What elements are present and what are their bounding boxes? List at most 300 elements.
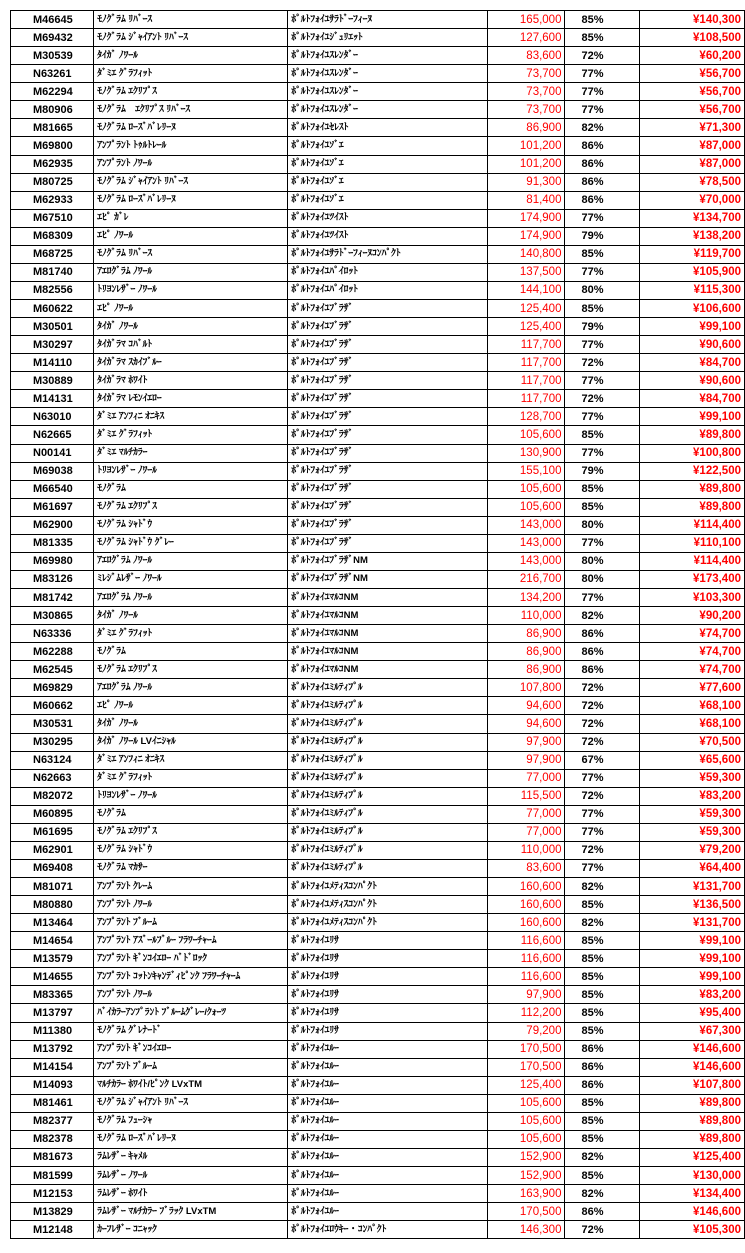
rate-cell: 72% [565,697,640,715]
model-name-cell: ﾎﾟﾙﾄﾌｫｲﾕｻﾗﾄﾞｰﾌｨｰﾇｺﾝﾊﾟｸﾄ [288,245,487,263]
color-name-cell: ﾓﾉｸﾞﾗﾑ [94,480,288,498]
list-price-cell: 117,700 [487,336,565,354]
list-price-cell: 79,200 [487,1022,565,1040]
color-name-cell: ﾀｲｶﾞﾗﾏ ﾚﾓﾝｲｴﾛｰ [94,390,288,408]
rate-cell: 77% [565,444,640,462]
list-price-cell: 105,600 [487,426,565,444]
list-price-cell: 86,900 [487,643,565,661]
purchase-price-cell: ¥89,800 [640,1112,745,1130]
rate-cell: 77% [565,823,640,841]
rate-cell: 77% [565,769,640,787]
color-name-cell: ﾀｲｶﾞﾗﾏ ｽｶｲﾌﾞﾙｰ [94,354,288,372]
rate-cell: 79% [565,318,640,336]
purchase-price-cell: ¥125,400 [640,1148,745,1166]
rate-cell: 85% [565,896,640,914]
model-name-cell: ﾎﾟﾙﾄﾌｫｲﾕｿﾞｴ [288,137,487,155]
table-row [11,444,745,462]
product-code-cell: M14654 [11,932,94,950]
product-code-cell: M81673 [11,1148,94,1166]
purchase-price-cell: ¥74,700 [640,661,745,679]
table-row [11,715,745,733]
purchase-price-cell: ¥77,600 [640,679,745,697]
purchase-price-cell: ¥146,600 [640,1058,745,1076]
list-price-cell: 73,700 [487,101,565,119]
product-code-cell: M82377 [11,1112,94,1130]
purchase-price-cell: ¥65,600 [640,751,745,769]
table-body [11,11,745,1239]
color-name-cell: ﾀｲｶﾞ ﾉﾜｰﾙ [94,715,288,733]
list-price-cell: 130,900 [487,444,565,462]
list-price-cell: 83,600 [487,859,565,877]
product-code-cell: M69408 [11,859,94,877]
rate-cell: 82% [565,878,640,896]
product-code-cell: M83365 [11,986,94,1004]
list-price-cell: 116,600 [487,950,565,968]
model-name-cell: ﾎﾟﾙﾄﾌｫｲﾕﾌﾞﾗｻﾞ [288,516,487,534]
purchase-price-cell: ¥56,700 [640,83,745,101]
model-name-cell: ﾎﾟﾙﾄﾌｫｲﾕﾏﾙｺNM [288,643,487,661]
list-price-cell: 127,600 [487,29,565,47]
product-code-cell: M69829 [11,679,94,697]
list-price-cell: 152,900 [487,1167,565,1185]
rate-cell: 82% [565,1185,640,1203]
rate-cell: 77% [565,209,640,227]
model-name-cell: ﾎﾟﾙﾄﾌｫｲﾕﾘｻ [288,968,487,986]
purchase-price-cell: ¥83,200 [640,986,745,1004]
list-price-cell: 107,800 [487,679,565,697]
purchase-price-cell: ¥95,400 [640,1004,745,1022]
model-name-cell: ﾎﾟﾙﾄﾌｫｲﾕﾂｲｽﾄ [288,227,487,245]
product-code-cell: M66540 [11,480,94,498]
rate-cell: 72% [565,1221,640,1239]
table-row [11,534,745,552]
color-name-cell: ﾓﾉｸﾞﾗﾑ ｼｬﾄﾞｳ [94,841,288,859]
rate-cell: 86% [565,661,640,679]
list-price-cell: 134,200 [487,589,565,607]
rate-cell: 86% [565,173,640,191]
purchase-price-cell: ¥130,000 [640,1167,745,1185]
table-row [11,859,745,877]
rate-cell: 85% [565,986,640,1004]
list-price-cell: 105,600 [487,480,565,498]
list-price-cell: 125,400 [487,300,565,318]
list-price-cell: 163,900 [487,1185,565,1203]
table-row [11,552,745,570]
list-price-cell: 143,000 [487,534,565,552]
table-row [11,1185,745,1203]
table-row [11,1058,745,1076]
table-row [11,354,745,372]
model-name-cell: ﾎﾟﾙﾄﾌｫｲﾕﾙｰ [288,1094,487,1112]
color-name-cell: ｱｴﾛｸﾞﾗﾑ ﾉﾜｰﾙ [94,589,288,607]
purchase-price-cell: ¥60,200 [640,47,745,65]
purchase-price-cell: ¥146,600 [640,1040,745,1058]
product-code-cell: N62663 [11,769,94,787]
table-row [11,1148,745,1166]
model-name-cell: ﾎﾟﾙﾄﾌｫｲﾕﾙｰ [288,1040,487,1058]
rate-cell: 72% [565,715,640,733]
model-name-cell: ﾎﾟﾙﾄﾌｫｲﾕﾐﾙﾃｨﾌﾟﾙ [288,697,487,715]
list-price-cell: 143,000 [487,552,565,570]
color-name-cell: ﾀﾞﾐｴ ｱﾝﾌｨﾆ ｵﾆｷｽ [94,751,288,769]
table-row [11,1221,745,1239]
rate-cell: 77% [565,101,640,119]
color-name-cell: ﾗﾑﾚｻﾞｰ ﾎﾜｲﾄ [94,1185,288,1203]
table-row [11,805,745,823]
product-code-cell: M69980 [11,552,94,570]
list-price-cell: 117,700 [487,372,565,390]
purchase-price-cell: ¥136,500 [640,896,745,914]
product-code-cell: N63336 [11,625,94,643]
purchase-price-cell: ¥59,300 [640,823,745,841]
purchase-price-cell: ¥114,400 [640,516,745,534]
rate-cell: 85% [565,1130,640,1148]
color-name-cell: ﾓﾉｸﾞﾗﾑ ｴｸﾘﾌﾟｽ ﾘﾊﾞｰｽ [94,101,288,119]
purchase-price-cell: ¥100,800 [640,444,745,462]
purchase-price-cell: ¥79,200 [640,841,745,859]
model-name-cell: ﾎﾟﾙﾄﾌｫｲﾕｽﾚﾝﾀﾞｰ [288,83,487,101]
rate-cell: 85% [565,1004,640,1022]
table-row [11,462,745,480]
purchase-price-cell: ¥56,700 [640,101,745,119]
rate-cell: 85% [565,1112,640,1130]
table-row [11,986,745,1004]
product-code-cell: N62665 [11,426,94,444]
model-name-cell: ﾎﾟﾙﾄﾌｫｲﾕﾐﾙﾃｨﾌﾟﾙ [288,751,487,769]
model-name-cell: ﾎﾟﾙﾄﾌｫｲﾕﾏﾙｺNM [288,625,487,643]
rate-cell: 82% [565,914,640,932]
purchase-price-cell: ¥99,100 [640,932,745,950]
table-row [11,318,745,336]
purchase-price-cell: ¥90,600 [640,372,745,390]
purchase-price-cell: ¥122,500 [640,462,745,480]
model-name-cell: ﾎﾟﾙﾄﾌｫｲﾕﾏﾙｺNM [288,589,487,607]
product-code-cell: M62294 [11,83,94,101]
model-name-cell: ﾎﾟﾙﾄﾌｫｲﾕﾐﾙﾃｨﾌﾟﾙ [288,787,487,805]
product-code-cell: M62545 [11,661,94,679]
table-row [11,263,745,281]
table-row [11,643,745,661]
product-code-cell: M80880 [11,896,94,914]
model-name-cell: ﾎﾟﾙﾄﾌｫｲﾕﾌﾞﾗｻﾞ [288,480,487,498]
rate-cell: 82% [565,119,640,137]
rate-cell: 67% [565,751,640,769]
model-name-cell: ﾎﾟﾙﾄﾌｫｲﾕｻﾗﾄﾞｰﾌｨｰﾇ [288,11,487,29]
rate-cell: 85% [565,245,640,263]
list-price-cell: 174,900 [487,209,565,227]
purchase-price-cell: ¥131,700 [640,878,745,896]
purchase-price-cell: ¥59,300 [640,805,745,823]
table-row [11,697,745,715]
model-name-cell: ﾎﾟﾙﾄﾌｫｲﾕﾐﾙﾃｨﾌﾟﾙ [288,769,487,787]
table-row [11,661,745,679]
purchase-price-cell: ¥56,700 [640,65,745,83]
list-price-cell: 152,900 [487,1148,565,1166]
purchase-price-cell: ¥89,800 [640,1130,745,1148]
table-row [11,1112,745,1130]
purchase-price-cell: ¥110,100 [640,534,745,552]
list-price-cell: 97,900 [487,986,565,1004]
rate-cell: 85% [565,300,640,318]
color-name-cell: ﾓﾉｸﾞﾗﾑ ｴｸﾘﾌﾟｽ [94,83,288,101]
rate-cell: 72% [565,787,640,805]
product-code-cell: M81461 [11,1094,94,1112]
table-row [11,372,745,390]
product-code-cell: M12148 [11,1221,94,1239]
rate-cell: 79% [565,462,640,480]
color-name-cell: ｱﾝﾌﾟﾗﾝﾄ ｷﾞﾝｺｲｴﾛｰ ﾊﾞﾄﾞﾛｯｸ [94,950,288,968]
purchase-price-cell: ¥99,100 [640,950,745,968]
model-name-cell: ﾎﾟﾙﾄﾌｫｲﾕﾌﾞﾗｻﾞ [288,336,487,354]
product-code-cell: M62933 [11,191,94,209]
list-price-cell: 143,000 [487,516,565,534]
product-code-cell: M14131 [11,390,94,408]
rate-cell: 86% [565,1040,640,1058]
color-name-cell: ﾀﾞﾐｴ ﾏﾙﾁｶﾗｰ [94,444,288,462]
color-name-cell: ﾏﾙﾁｶﾗｰ ﾎﾜｲﾄ/ﾋﾟﾝｸ LVxTM [94,1076,288,1094]
purchase-price-cell: ¥70,000 [640,191,745,209]
color-name-cell: ｴﾋﾟ ﾉﾜｰﾙ [94,227,288,245]
table-row [11,841,745,859]
color-name-cell: ﾊﾞｲｶﾗｰｱﾝﾌﾟﾗﾝﾄ ﾌﾞﾙｰﾑｸﾞﾚｰ/ｸｫｰﾂ [94,1004,288,1022]
model-name-cell: ﾎﾟﾙﾄﾌｫｲﾕﾐﾙﾃｨﾌﾟﾙ [288,823,487,841]
color-name-cell: ﾀﾞﾐｴ ｸﾞﾗﾌｨｯﾄ [94,625,288,643]
table-row [11,498,745,516]
table-row [11,679,745,697]
list-price-cell: 86,900 [487,119,565,137]
purchase-price-cell: ¥103,300 [640,589,745,607]
product-code-cell: M14154 [11,1058,94,1076]
model-name-cell: ﾎﾟﾙﾄﾌｫｲﾕﾏﾙｺNM [288,607,487,625]
model-name-cell: ﾎﾟﾙﾄﾌｫｲﾕﾐﾙﾃｨﾌﾟﾙ [288,679,487,697]
list-price-cell: 160,600 [487,896,565,914]
model-name-cell: ﾎﾟﾙﾄﾌｫｲﾕｾﾚｽﾄ [288,119,487,137]
color-name-cell: ｴﾋﾟ ﾉﾜｰﾙ [94,300,288,318]
rate-cell: 86% [565,1203,640,1221]
color-name-cell: ﾀｲｶﾞ ﾉﾜｰﾙ [94,47,288,65]
table-row [11,878,745,896]
color-name-cell: ﾄﾘﾖﾝﾚｻﾞｰ ﾉﾜｰﾙ [94,787,288,805]
purchase-price-cell: ¥87,000 [640,155,745,173]
model-name-cell: ﾎﾟﾙﾄﾌｫｲﾕﾘｻ [288,932,487,950]
color-name-cell: ﾓﾉｸﾞﾗﾑ ｼﾞｬｲｱﾝﾄ ﾘﾊﾞｰｽ [94,29,288,47]
purchase-price-cell: ¥140,300 [640,11,745,29]
list-price-cell: 94,600 [487,697,565,715]
model-name-cell: ﾎﾟﾙﾄﾌｫｲﾕﾘｻ [288,950,487,968]
product-code-cell: M30501 [11,318,94,336]
color-name-cell: ﾗﾑﾚｻﾞｰ ﾉﾜｰﾙ [94,1167,288,1185]
rate-cell: 86% [565,625,640,643]
product-code-cell: M13797 [11,1004,94,1022]
list-price-cell: 101,200 [487,137,565,155]
table-row [11,968,745,986]
list-price-cell: 97,900 [487,733,565,751]
color-name-cell: ｱﾝﾌﾟﾗﾝﾄ ﾌﾞﾙｰﾑ [94,1058,288,1076]
color-name-cell: ﾓﾉｸﾞﾗﾑ ｴｸﾘﾌﾟｽ [94,498,288,516]
purchase-price-cell: ¥71,300 [640,119,745,137]
table-row [11,769,745,787]
list-price-cell: 115,500 [487,787,565,805]
table-row [11,83,745,101]
rate-cell: 85% [565,29,640,47]
model-name-cell: ﾎﾟﾙﾄﾌｫｲﾕﾊﾟｲﾛｯﾄ [288,263,487,281]
purchase-price-cell: ¥108,500 [640,29,745,47]
table-row [11,173,745,191]
model-name-cell: ﾎﾟﾙﾄﾌｫｲﾕﾌﾞﾗｻﾞ [288,408,487,426]
list-price-cell: 101,200 [487,155,565,173]
product-code-cell: M82072 [11,787,94,805]
table-row [11,1094,745,1112]
table-row [11,101,745,119]
table-row [11,29,745,47]
rate-cell: 72% [565,679,640,697]
product-code-cell: M82378 [11,1130,94,1148]
color-name-cell: ﾀｲｶﾞ ﾉﾜｰﾙ [94,607,288,625]
model-name-cell: ﾎﾟﾙﾄﾌｫｲﾕﾐﾙﾃｨﾌﾟﾙ [288,841,487,859]
purchase-price-cell: ¥173,400 [640,570,745,588]
purchase-price-cell: ¥83,200 [640,787,745,805]
product-code-cell: M46645 [11,11,94,29]
list-price-cell: 105,600 [487,498,565,516]
rate-cell: 77% [565,65,640,83]
rate-cell: 86% [565,155,640,173]
table-row [11,47,745,65]
product-code-cell: M81599 [11,1167,94,1185]
color-name-cell: ﾀﾞﾐｴ ｸﾞﾗﾌｨｯﾄ [94,769,288,787]
purchase-price-cell: ¥90,200 [640,607,745,625]
color-name-cell: ｶｰﾌﾚｻﾞｰ ｺﾆｬｯｸ [94,1221,288,1239]
rate-cell: 77% [565,859,640,877]
rate-cell: 85% [565,932,640,950]
purchase-price-cell: ¥146,600 [640,1203,745,1221]
product-code-cell: M80725 [11,173,94,191]
model-name-cell: ﾎﾟﾙﾄﾌｫｲﾕﾙｰ [288,1112,487,1130]
price-table [10,10,745,1239]
table-row [11,932,745,950]
table-row [11,336,745,354]
model-name-cell: ﾎﾟﾙﾄﾌｫｲﾕｿﾞｴ [288,155,487,173]
model-name-cell: ﾎﾟﾙﾄﾌｫｲﾕﾏﾙｺNM [288,661,487,679]
rate-cell: 77% [565,589,640,607]
product-code-cell: M81071 [11,878,94,896]
model-name-cell: ﾎﾟﾙﾄﾌｫｲﾕｽﾚﾝﾀﾞｰ [288,47,487,65]
product-code-cell: M61697 [11,498,94,516]
model-name-cell: ﾎﾟﾙﾄﾌｫｲﾕﾒﾃｨｽｺﾝﾊﾟｸﾄ [288,914,487,932]
rate-cell: 86% [565,191,640,209]
purchase-price-cell: ¥89,800 [640,1094,745,1112]
list-price-cell: 116,600 [487,968,565,986]
model-name-cell: ﾎﾟﾙﾄﾌｫｲﾕﾂｲｽﾄ [288,209,487,227]
purchase-price-cell: ¥105,900 [640,263,745,281]
model-name-cell: ﾎﾟﾙﾄﾌｫｲﾕﾌﾞﾗｻﾞ [288,354,487,372]
table-row [11,516,745,534]
product-code-cell: N63010 [11,408,94,426]
table-row [11,1022,745,1040]
list-price-cell: 86,900 [487,625,565,643]
purchase-price-cell: ¥138,200 [640,227,745,245]
rate-cell: 85% [565,1022,640,1040]
rate-cell: 72% [565,354,640,372]
purchase-price-cell: ¥106,600 [640,300,745,318]
model-name-cell: ﾎﾟﾙﾄﾌｫｲﾕﾙｰ [288,1185,487,1203]
color-name-cell: ﾓﾉｸﾞﾗﾑ ｼﾞｬｲｱﾝﾄ ﾘﾊﾞｰｽ [94,1094,288,1112]
purchase-price-cell: ¥89,800 [640,480,745,498]
purchase-price-cell: ¥87,000 [640,137,745,155]
list-price-cell: 160,600 [487,914,565,932]
color-name-cell: ﾀｲｶﾞ ﾉﾜｰﾙ LVｲﾆｼｬﾙ [94,733,288,751]
rate-cell: 85% [565,1167,640,1185]
rate-cell: 85% [565,11,640,29]
product-code-cell: N00141 [11,444,94,462]
color-name-cell: ﾓﾉｸﾞﾗﾑ [94,643,288,661]
color-name-cell: ﾐﾚｼﾞﾑﾚｻﾞｰ ﾉﾜｰﾙ [94,570,288,588]
rate-cell: 80% [565,281,640,299]
color-name-cell: ﾀｲｶﾞﾗﾏ ﾎﾜｲﾄ [94,372,288,390]
purchase-price-cell: ¥84,700 [640,390,745,408]
list-price-cell: 146,300 [487,1221,565,1239]
model-name-cell: ﾎﾟﾙﾄﾌｫｲﾕﾙｰ [288,1167,487,1185]
table-row [11,787,745,805]
product-code-cell: M67510 [11,209,94,227]
purchase-price-cell: ¥131,700 [640,914,745,932]
list-price-cell: 117,700 [487,390,565,408]
color-name-cell: ﾗﾑﾚｻﾞｰ ﾏﾙﾁｶﾗｰ ﾌﾞﾗｯｸ LVxTM [94,1203,288,1221]
model-name-cell: ﾎﾟﾙﾄﾌｫｲﾕﾒﾃｨｽｺﾝﾊﾟｸﾄ [288,878,487,896]
list-price-cell: 174,900 [487,227,565,245]
color-name-cell: ｱﾝﾌﾟﾗﾝﾄ ﾉﾜｰﾙ [94,155,288,173]
table-row [11,607,745,625]
color-name-cell: ﾀｲｶﾞﾗﾏ ｺﾊﾞﾙﾄ [94,336,288,354]
list-price-cell: 110,000 [487,607,565,625]
model-name-cell: ﾎﾟﾙﾄﾌｫｲﾕﾘｻ [288,1004,487,1022]
product-code-cell: M30297 [11,336,94,354]
list-price-cell: 128,700 [487,408,565,426]
product-code-cell: M14655 [11,968,94,986]
product-code-cell: M81665 [11,119,94,137]
rate-cell: 86% [565,1076,640,1094]
list-price-cell: 125,400 [487,318,565,336]
table-row [11,300,745,318]
table-row [11,1167,745,1185]
rate-cell: 77% [565,805,640,823]
rate-cell: 77% [565,372,640,390]
model-name-cell: ﾎﾟﾙﾄﾌｫｲﾕﾌﾞﾗｻﾞ [288,390,487,408]
color-name-cell: ｱｴﾛｸﾞﾗﾑ ﾉﾜｰﾙ [94,679,288,697]
table-row [11,390,745,408]
rate-cell: 80% [565,552,640,570]
color-name-cell: ﾓﾉｸﾞﾗﾑ ﾛｰｽﾞﾊﾞﾚﾘｰﾇ [94,1130,288,1148]
color-name-cell: ｱﾝﾌﾟﾗﾝﾄ ﾌﾞﾙｰﾑ [94,914,288,932]
table-row [11,733,745,751]
product-code-cell: M81740 [11,263,94,281]
table-row [11,155,745,173]
color-name-cell: ﾀﾞﾐｴ ｸﾞﾗﾌｨｯﾄ [94,65,288,83]
model-name-cell: ﾎﾟﾙﾄﾌｫｲﾕﾙｰ [288,1203,487,1221]
table-row [11,1004,745,1022]
list-price-cell: 77,000 [487,823,565,841]
purchase-price-cell: ¥119,700 [640,245,745,263]
rate-cell: 72% [565,390,640,408]
product-code-cell: M13579 [11,950,94,968]
purchase-price-cell: ¥67,300 [640,1022,745,1040]
rate-cell: 80% [565,516,640,534]
list-price-cell: 216,700 [487,570,565,588]
product-code-cell: M62935 [11,155,94,173]
model-name-cell: ﾎﾟﾙﾄﾌｫｲﾕﾐﾙﾃｨﾌﾟﾙ [288,733,487,751]
model-name-cell: ﾎﾟﾙﾄﾌｫｲﾕｽﾚﾝﾀﾞｰ [288,65,487,83]
table-row [11,426,745,444]
list-price-cell: 165,000 [487,11,565,29]
